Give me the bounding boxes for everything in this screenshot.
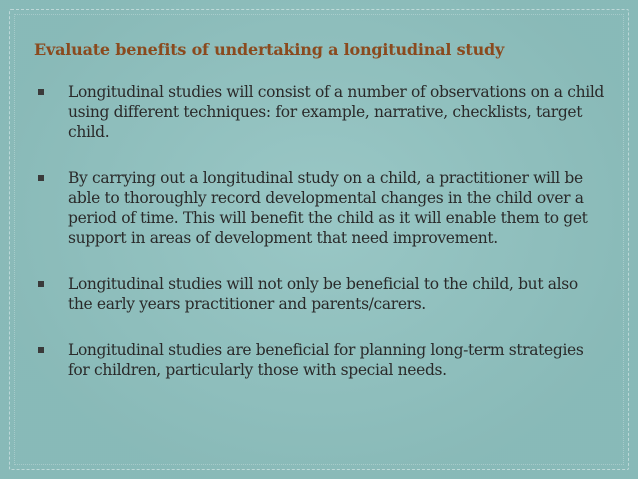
square-bullet-icon	[38, 175, 44, 181]
slide-title: Evaluate benefits of undertaking a longitudinal study	[34, 40, 505, 59]
square-bullet-icon	[38, 281, 44, 287]
bullet-item	[34, 82, 604, 142]
square-bullet-icon	[38, 89, 44, 95]
square-bullet-icon	[38, 347, 44, 353]
bullet-text: By carrying out a longitudinal study on a child, a practitioner will be able to thoroughly record developmental changes in the child over a period of time. This will benefit the child as it will enable them to get support in areas of development that need improvement.	[68, 169, 588, 247]
bullet-text: Longitudinal studies are beneficial for planning long-term strategies for children, particularly those with special needs.	[68, 341, 584, 379]
bullet-item	[34, 340, 604, 380]
bullet-item	[34, 168, 604, 248]
bullet-text: Longitudinal studies will consist of a number of observations on a child using different techniques: for example, narrative, checklists, target child.	[68, 83, 605, 141]
bullet-text: Longitudinal studies will not only be beneficial to the child, but also the early years practitioner and parents/carers.	[68, 275, 578, 313]
bullet-item	[34, 274, 604, 314]
bullet-list	[34, 82, 604, 406]
